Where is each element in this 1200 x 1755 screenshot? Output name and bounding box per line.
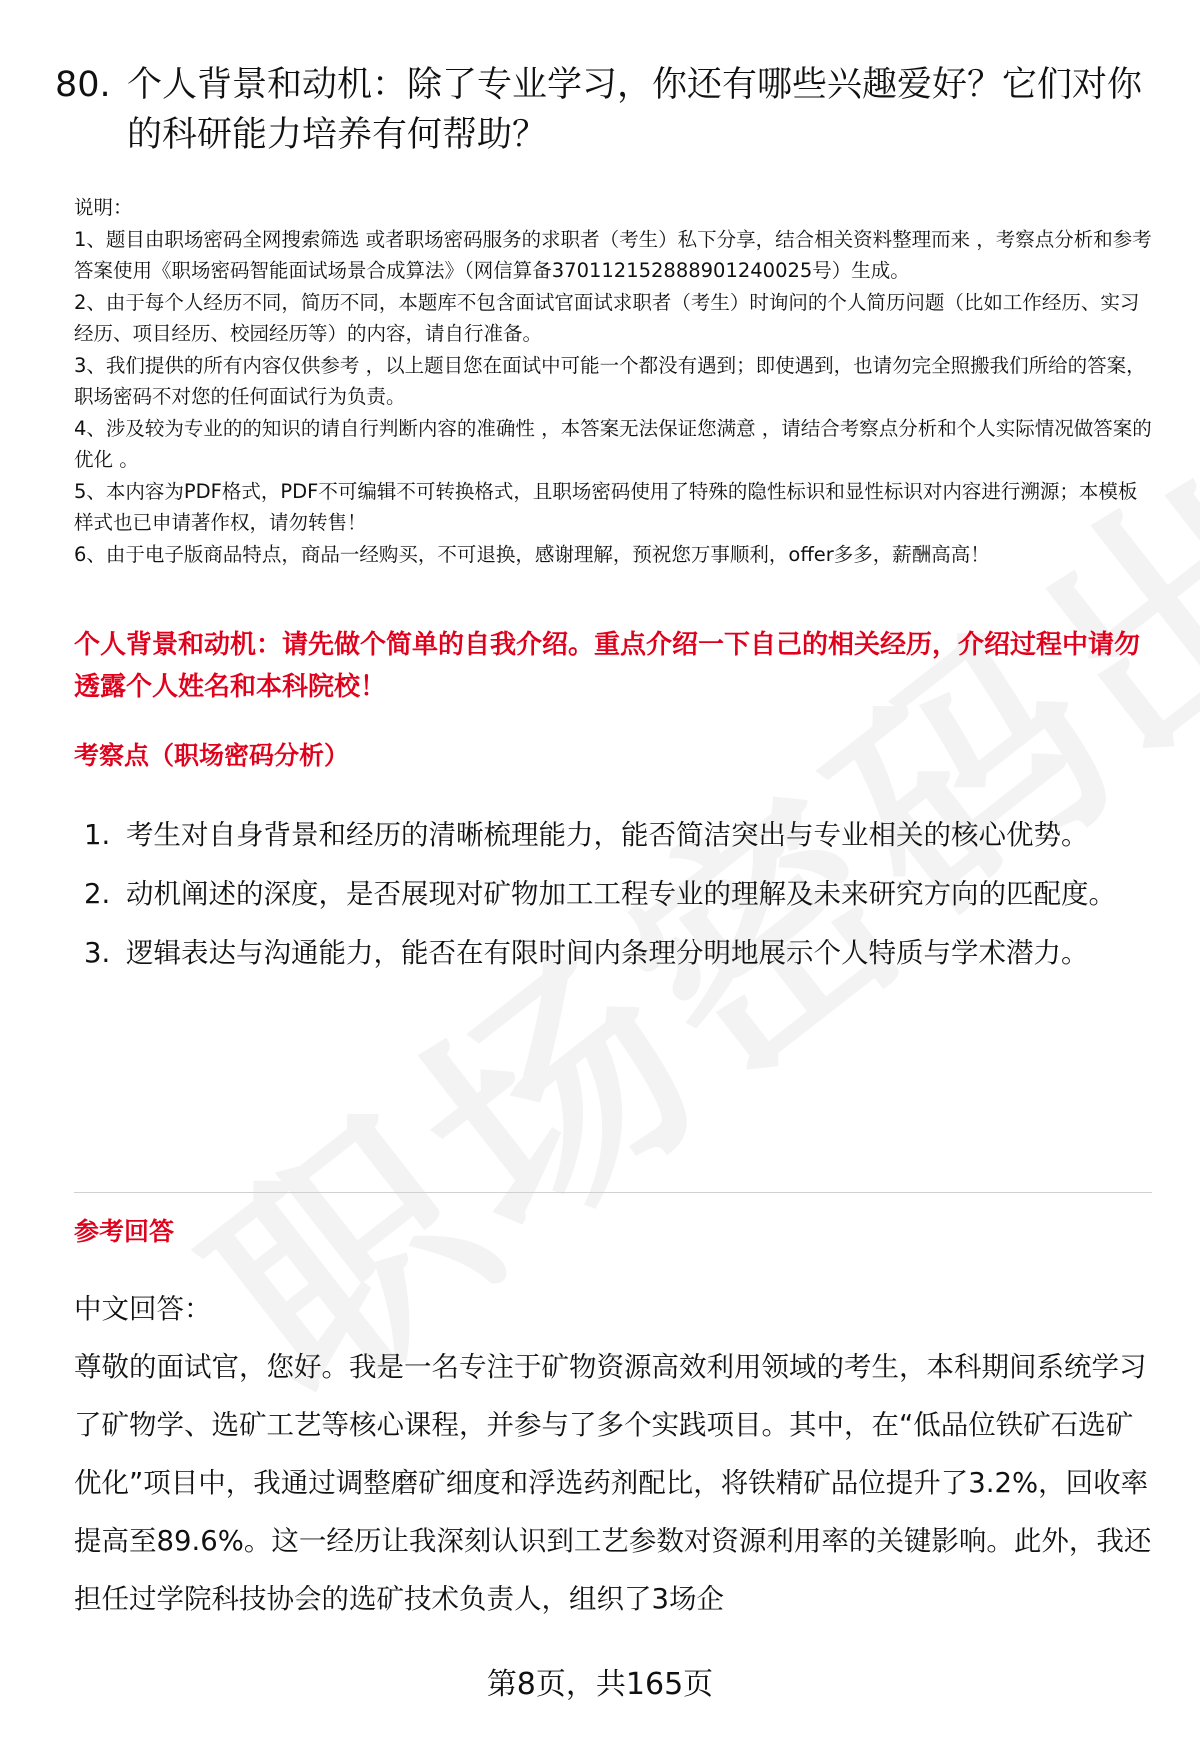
note-item: 2、由于每个人经历不同，简历不同，本题库不包含面试官面试求职者（考生）时询问的个人简历问题（比如工作经历、实习经历、项目经历、校园经历等）的内容，请自行准备。 [74,290,1140,345]
question-number: 80. [55,65,111,105]
answer-label: 中文回答： [74,1293,212,1325]
notes-section [74,192,1154,570]
reference-heading: 参考回答 [74,1217,175,1246]
point-number: 2. [84,878,111,910]
note-item: 4、涉及较为专业的的知识的请自行判断内容的准确性 ，本答案无法保证您满意 ，请结合考察点分析和个人实际情况做答案的优化 。 [74,416,1152,471]
note-item: 5、本内容为PDF格式，PDF不可编辑不可转换格式，且职场密码使用了特殊的隐性标识和显性标识对内容进行溯源；本模板样式也已申请著作权，请勿转售！ [74,479,1138,534]
question-prompt: 个人背景和动机：请先做个简单的自我介绍。重点介绍一下自己的相关经历，介绍过程中请勿透露个人姓名和本科院校！ [74,630,1141,702]
answer-body: 尊敬的面试官，您好。我是一名专注于矿物资源高效利用领域的考生，本科期间系统学习了矿物学、选矿工艺等核心课程，并参与了多个实践项目。其中，在“低品位铁矿石选矿优化”项目中，我通过调整磨矿细度和浮选药剂配比，将铁精矿品位提升了3.2%，回收率提高至89.6%。这一经历让我深刻认识到工艺参数对资源利用率的关键影响。此外，我还担任过学院科技协会的选矿技术负责人，组织了3场企 [74,1351,1152,1615]
page-footer: 第8页，共165页 [486,1667,714,1702]
question-text: 个人背景和动机：除了专业学习，你还有哪些兴趣爱好？它们对你的科研能力培养有何帮助？ [127,65,1143,155]
analysis-point [84,924,1144,983]
note-item: 3、我们提供的所有内容仅供参考 ，以上题目您在面试中可能一个都没有遇到；即使遇到，也请勿完全照搬我们所给的答案，职场密码不对您的任何面试行为负责。 [74,353,1146,408]
point-text: 考生对自身背景和经历的清晰梳理能力，能否简洁突出与专业相关的核心优势。 [126,819,1089,851]
analysis-heading: 考察点（职场密码分析） [74,741,350,770]
point-text: 逻辑表达与沟通能力，能否在有限时间内条理分明地展示个人特质与学术潜力。 [126,937,1089,969]
section-divider [74,1192,1152,1193]
analysis-point [84,865,1144,924]
reference-answer [74,1280,1154,1628]
note-item: 6、由于电子版商品特点，商品一经购买，不可退换，感谢理解，预祝您万事顺利，offer多多，薪酬高高！ [74,542,990,566]
point-number: 1. [84,819,111,851]
notes-heading: 说明： [74,196,133,219]
analysis-point [84,806,1144,865]
note-item: 1、题目由职场密码全网搜索筛选 或者职场密码服务的求职者（考生）私下分享，结合相关资料整理而来 ，考察点分析和参考答案使用《职场密码智能面试场景合成算法》（网信算备370112152888901240025号）生成。 [74,227,1152,282]
question-title [55,60,1155,160]
analysis-points [84,806,1144,983]
point-number: 3. [84,937,111,969]
point-text: 动机阐述的深度，是否展现对矿物加工工程专业的理解及未来研究方向的匹配度。 [126,878,1116,910]
